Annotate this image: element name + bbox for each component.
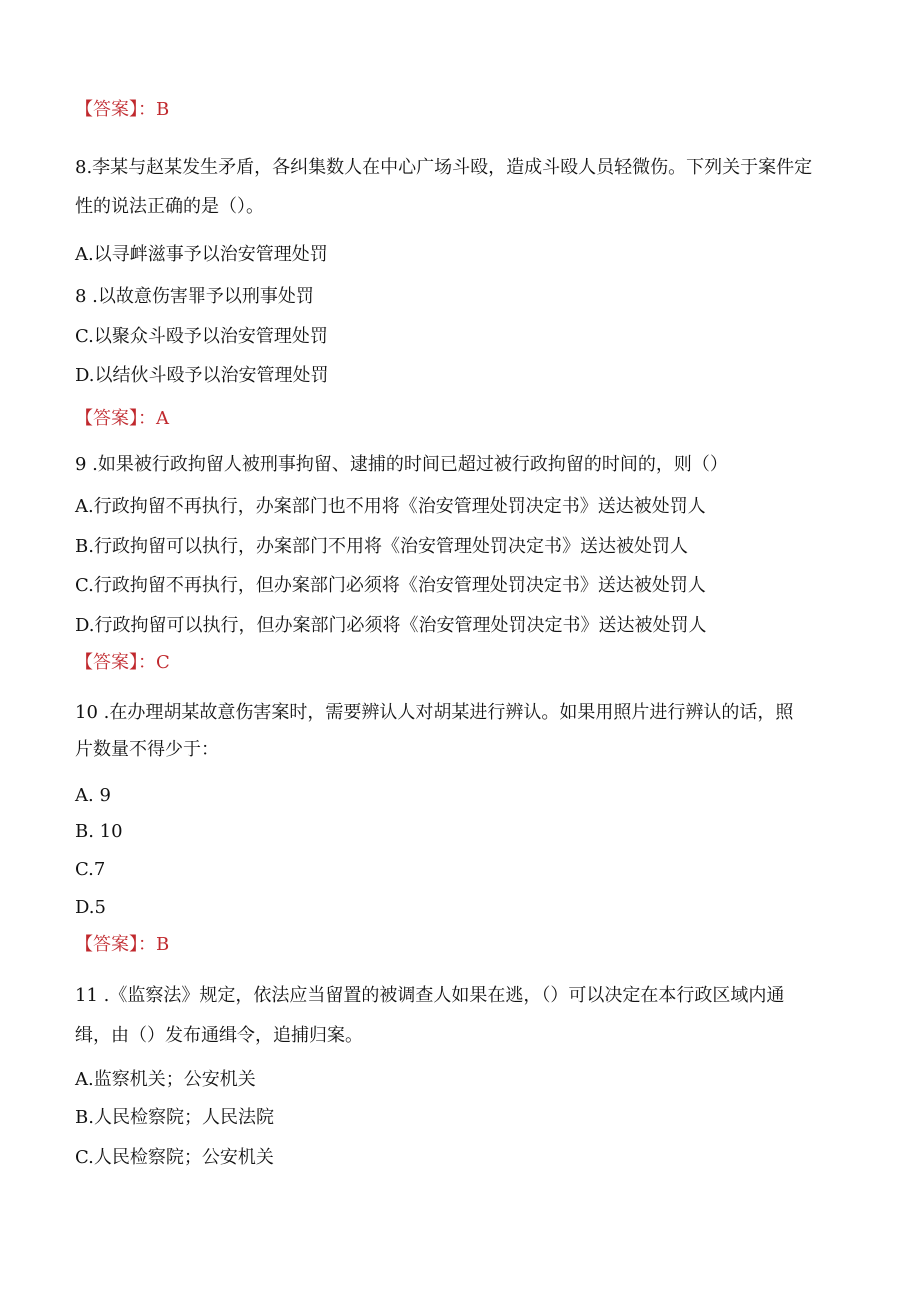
question-10-stem-1: 10 .在办理胡某故意伤害案时，需要辨认人对胡某进行辨认。如果用照片进行辨认的话，照: [75, 702, 794, 723]
answer-value: B: [156, 934, 170, 955]
question-8-option-c: C.以聚众斗殴予以治安管理处罚: [75, 326, 328, 347]
answer-label: 【答案】：: [75, 408, 156, 429]
question-11-option-b: B.人民检察院；人民法院: [75, 1107, 274, 1128]
answer-value: C: [156, 652, 170, 673]
answer-label: 【答案】：: [75, 652, 156, 673]
question-9-stem: 9 .如果被行政拘留人被刑事拘留、逮捕的时间已超过被行政拘留的时间的，则（）: [75, 454, 728, 475]
question-8-option-a: A.以寻衅滋事予以治安管理处罚: [75, 244, 328, 265]
question-10-stem-2: 片数量不得少于：: [75, 739, 219, 760]
question-10-option-d: D.5: [75, 897, 106, 918]
answer-9: [75, 652, 170, 674]
answer-value: A: [156, 408, 169, 429]
question-9-option-d: D.行政拘留可以执行，但办案部门必须将《治安管理处罚决定书》送达被处罚人: [75, 615, 707, 636]
answer-7: [75, 99, 169, 121]
question-11-option-c: C.人民检察院；公安机关: [75, 1147, 274, 1168]
question-10-option-b: B. 10: [75, 821, 123, 842]
answer-label: 【答案】：: [75, 934, 156, 955]
question-9-option-c: C.行政拘留不再执行，但办案部门必须将《治安管理处罚决定书》送达被处罚人: [75, 575, 706, 596]
question-8-stem-2: 性的说法正确的是（）。: [75, 196, 264, 217]
question-10-option-c: C.7: [75, 859, 106, 880]
answer-10: [75, 934, 169, 956]
answer-label: 【答案】：: [75, 99, 156, 120]
answer-8: [75, 408, 169, 430]
question-11-stem-1: 11 .《监察法》规定，依法应当留置的被调查人如果在逃，（）可以决定在本行政区域内通: [75, 985, 785, 1006]
question-8-option-b: 8 .以故意伤害罪予以刑事处罚: [75, 286, 314, 307]
question-8-stem-1: 8.李某与赵某发生矛盾，各纠集数人在中心广场斗殴，造成斗殴人员轻微伤。下列关于案件定: [75, 157, 813, 178]
answer-value: B: [156, 99, 170, 120]
question-11-option-a: A.监察机关；公安机关: [75, 1069, 256, 1090]
question-8-option-d: D.以结伙斗殴予以治安管理处罚: [75, 365, 329, 386]
question-10-option-a: A. 9: [75, 785, 111, 806]
question-9-option-b: B.行政拘留可以执行，办案部门不用将《治安管理处罚决定书》送达被处罚人: [75, 536, 688, 557]
question-11-stem-2: 缉，由（）发布通缉令，追捕归案。: [75, 1025, 363, 1046]
question-9-option-a: A.行政拘留不再执行，办案部门也不用将《治安管理处罚决定书》送达被处罚人: [75, 496, 706, 517]
